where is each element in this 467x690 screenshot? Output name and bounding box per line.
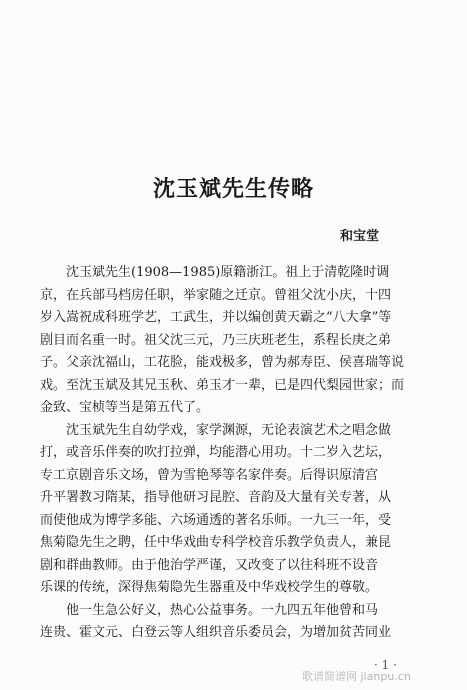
text-line: 连贵、霍文元、白登云等人组织音乐委员会，为增加贫苦同业 xyxy=(40,625,392,640)
text-line: 剧目而名重一时。祖父沈三元，乃三庆班老生，系程长庚之弟 xyxy=(40,332,392,348)
text-line: 升平署教习隋某，指导他研习昆腔、音韵及大量有关专著，从 xyxy=(40,490,392,505)
text-line: 沈玉斌先生(1908—1985)原籍浙江。祖上于清乾隆时调 xyxy=(66,265,390,280)
page-title: 沈玉斌先生传略 xyxy=(152,176,314,202)
text-line: 京，在兵部马档房任职，举家随之迁京。曾祖父沈小庆，十四 xyxy=(40,287,392,303)
text-line: 专工京剧音乐文场，曾为雪艳琴等名家伴奏。后得识原清宫 xyxy=(40,467,379,483)
text-line: 子。父亲沈福山，工花脸，能戏极多，曾为郝寿臣、侯喜瑞等说 xyxy=(40,355,405,370)
text-line: 而使他成为博学多能、六场通透的著名乐师。一九三一年，受 xyxy=(40,512,392,528)
page-number: · 1 · xyxy=(374,658,397,672)
text-line: 金致、宝桢等当是第五代了。 xyxy=(40,400,210,415)
body-text xyxy=(40,262,435,645)
site-watermark: 歌谱简谱网 jianpu.cn xyxy=(302,670,411,683)
text-line: 沈玉斌先生自幼学戏，家学渊源，无论表演艺术之唱念做 xyxy=(66,422,392,438)
text-line: 焦菊隐先生之聘，任中华戏曲专科学校音乐教学负责人，兼昆 xyxy=(40,535,392,550)
text-line: 岁入嵩祝成科班学艺，工武生，并以编创黄天霸之“八大拿”等 xyxy=(40,310,392,325)
text-line: 打，或音乐伴奏的吹打拉弹，均能潜心用功。十二岁入艺坛， xyxy=(40,445,392,460)
text-line: 剧和群曲教师。由于他治学严谨，又改变了以往科班不设音 xyxy=(40,557,379,573)
text-line: 乐课的传统，深得焦菊隐先生器重及中华戏校学生的尊敬。 xyxy=(40,580,379,595)
author-name: 和宝堂 xyxy=(339,229,379,244)
text-line: 戏。至沈玉斌及其兄玉秋、弟玉才一辈，已是四代梨园世家；而 xyxy=(40,377,405,393)
text-line: 他一生急公好义，热心公益事务。一九四五年他曾和马 xyxy=(66,602,379,618)
